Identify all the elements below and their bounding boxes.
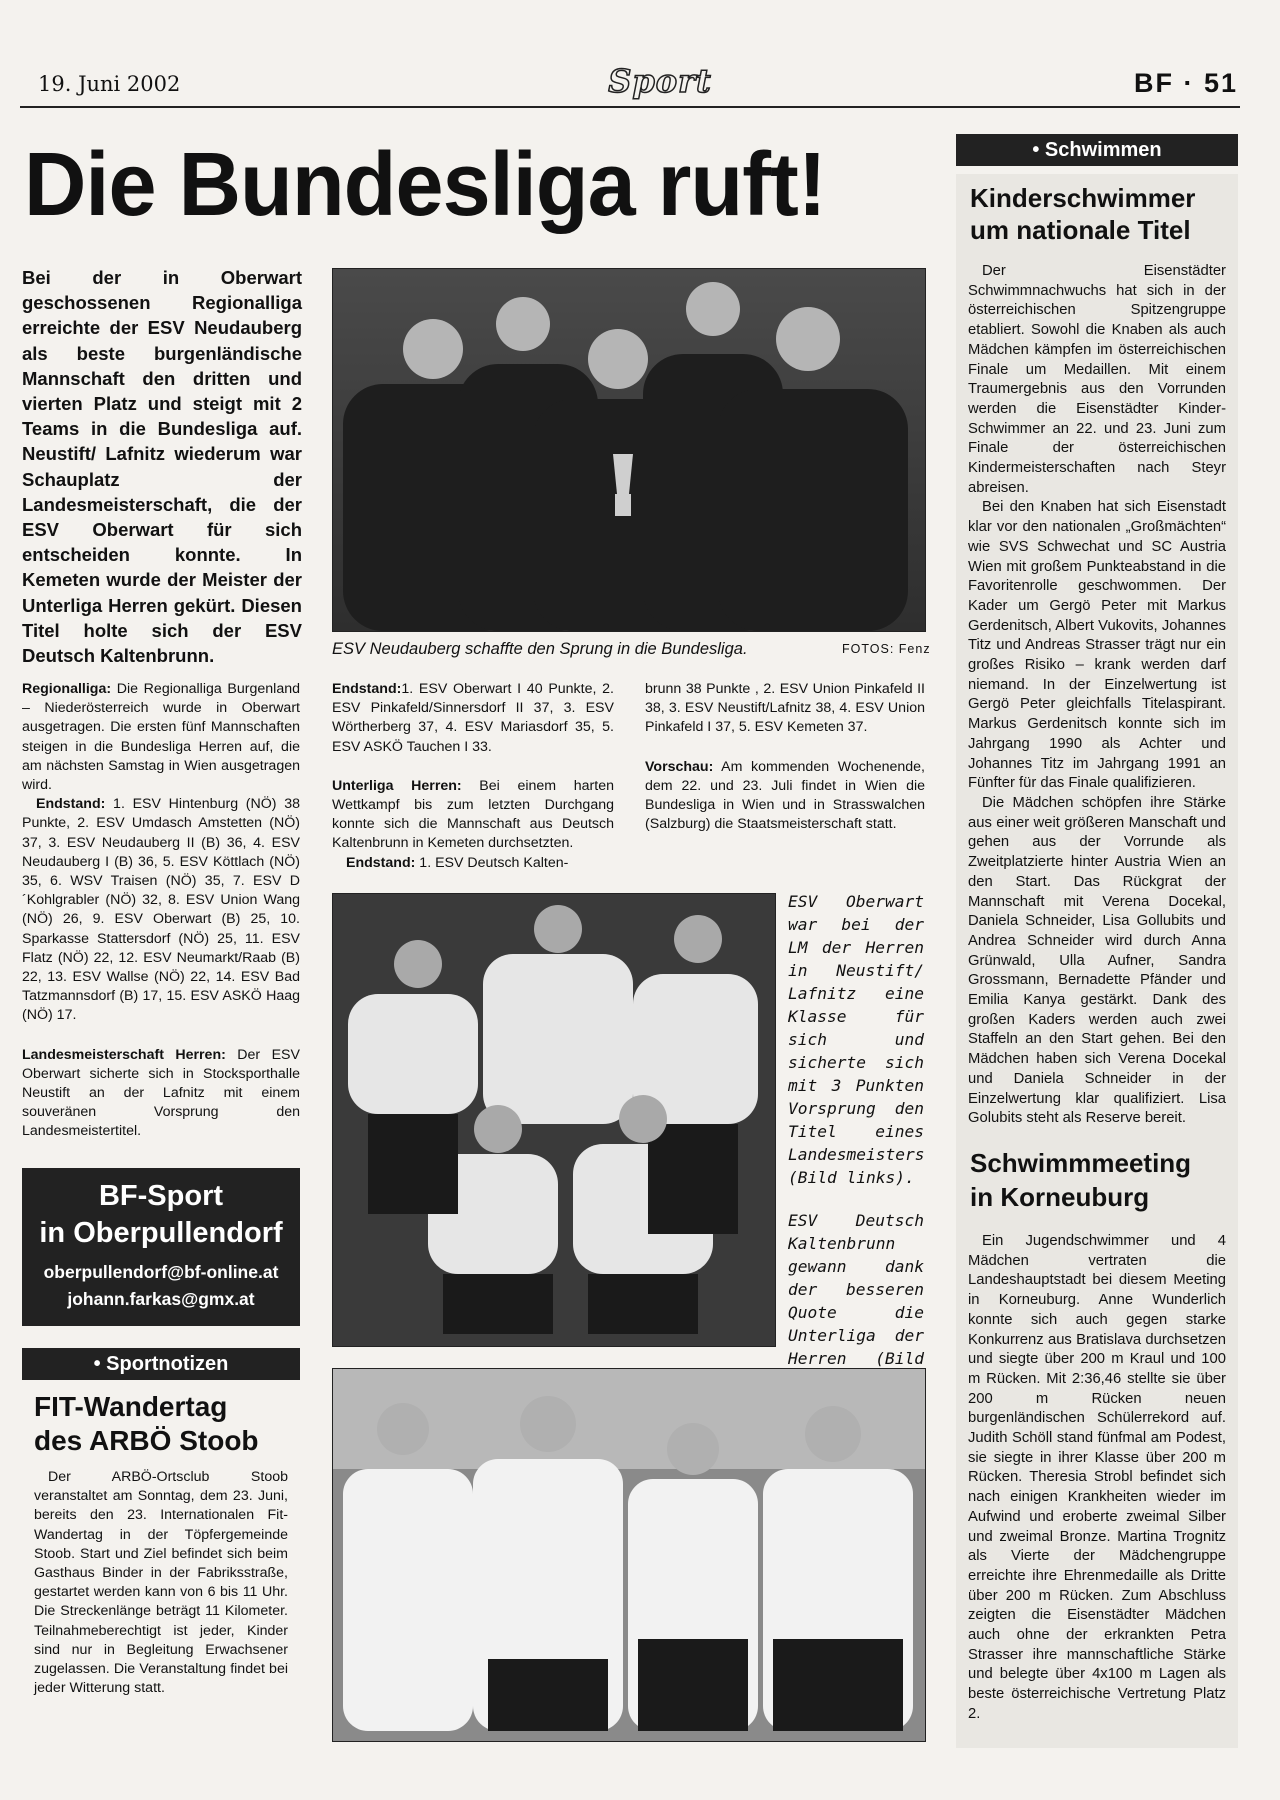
results-column-1 (22, 680, 300, 1142)
sportnotizen-bar: • Sportnotizen (22, 1348, 300, 1380)
meeting-title (970, 1146, 1230, 1214)
schwimmen-text (968, 262, 1226, 1129)
meeting-text: Ein Jugendschwimmer und 4 Mädchen vertraten die Landeshauptstadt bei diesem Meeting in Korneuburg. Anne Wunderlich konnte sich auch gegen starke Konkurrenz aus Bratislava durchsetzen und siegte über 200 m Kraul und 100 m Rücken. Mit 2:36,46 stellte sie über 200 m Rücken neuen burgenländischen Schülerrekord auf. Judith Schöll stand fünfmal am Podest, sie siegte in ihrer Klasse über 200 m Rücken. Theresia Strobl befindet sich nach einigen Krankheiten wieder im Aufwind und eroberte zweimal Silber und zweimal Bronze. Martina Trognitz als Vierte der Mädchengruppe erreichte ihre Ehrenmedaille als Dritte über 200 m Rücken. Zum Abschluss zeigten die Eisenstädter Mädchen auch ohne der erkrankten Petra Strasser ihre mannschaftliche Stärke und belegte über 4x100 m Lagen als beste österreichische Vertretung Platz 2. (968, 1233, 1226, 1722)
results-column-3 (645, 680, 925, 834)
lead-paragraph: Bei der in Oberwart geschossenen Regionalliga erreichte der ESV Neudauberg als beste burgenländische Mannschaft den dritten und vierten Platz und steigt mit 2 Teams in die Bundesliga auf. Neustift/ Lafnitz wiederum war Schauplatz der Landesmeisterschaft, die der ESV Oberwart für sich entscheiden konnte. In Kemeten wurde der Meister der Unterliga Herren gekürt. Diesen Titel holte sich der ESV Deutsch Kaltenbrunn. (22, 267, 302, 667)
label-regionalliga: Regionalliga: (22, 681, 112, 697)
team-photo-kaltenbrunn (332, 1368, 926, 1742)
issue-date: 19. Juni 2002 (38, 72, 181, 96)
text-endstand-unterliga: 1. ESV Deutsch Kalten- (415, 854, 569, 871)
schwimmen-paragraph-3: Die Mädchen schöpfen ihre Stärke aus einer weit größeren Manschaft und gehen aus der Vorrunde als Zweitplatzierte hinter Austria Wien an den Start. Das Rückgrat der Mannschaft mit Verena Docekal, Daniela Schneider, Lisa Gollubits und Andrea Schneider wird durch Anna Grünwald, Ulla Aufner, Sandra Grossmann, Bernadette Pfänder und Emilia Kanya gestärkt. Dank des großen Kaders werden auch zwei Staffeln an den Start gehen. Bei den Mädchen haben sich Verena Docekal und Daniela Schneider in der Einzelwertung klar qualifiziert. Lisa Golubits steht als Reserve bereit. (968, 794, 1226, 1127)
section-title: Sport (608, 62, 712, 100)
schwimmen-bar: • Schwimmen (956, 134, 1238, 166)
schwimmen-title (970, 182, 1230, 246)
sportnotizen-text: Der ARBÖ-Ortsclub Stoob veranstaltet am Sonntag, dem 23. Juni, bereits den 23. Internationalen Fit-Wandertag in der Töpfergemeinde Stoob. Start und Ziel befindet sich beim Gasthaus Binder in der Fabriksstraße, gestartet werden kann von 6 bis 11 Uhr. Die Streckenlänge beträgt 11 Kilometer. Teilnahmeberechtigt ist jeder, Kinder sind nur in Begleitung Erwachsener zugelassen. Die Veranstaltung findet bei jeder Witterung statt. (34, 1469, 288, 1697)
meeting-title-line2: in Korneuburg (970, 1182, 1150, 1212)
team-photo-neudauberg (332, 268, 926, 632)
sportnotizen-title-line2: des ARBÖ Stoob (34, 1425, 259, 1456)
schwimmen-paragraph-2: Bei den Knaben hat sich Eisenstadt klar vor den nationalen „Großmächten“ wie SVS Schwechat und SC Austria Wien mit großem Punkteabstand in die Favoritenrolle geschwommen. Der Kader um Gergö Peter mit Markus Gerdenitsch, Albert Vukovits, Johannes Titz und Andreas Strasser trägt nur ein großes Risiko – krank werden darf niemand. In der Einzelwertung ist Gergö Peter gleichfalls Titelaspirant. Markus Gerdenitsch konnte sich im Jahrgang 1990 als Achter und Johannes Titz im Jahrgang 1991 an Fünfter für das Finale qualifizieren. (968, 499, 1226, 792)
schwimmen-title-line2: um nationale Titel (970, 215, 1191, 245)
text-vorschau: Am kommenden Wochenende, dem 22. und 23. Juli findet in Wien die Bundesliga in Wien und in Strasswalchen (Salzburg) die Staatsmeisterschaft statt. (645, 758, 925, 833)
side-caption-kaltenbrunn: ESV Deutsch Kaltenbrunn gewann dank der besseren Quote die Unterliga der Herren (Bild (788, 1211, 924, 1368)
sportnotizen-title (34, 1390, 304, 1458)
text-regionalliga: Die Regionalliga Burgenland – Niederösterreich wurde in Oberwart ausgetragen. Die ersten fünf Mannschaften steigen in die Bundesliga Herren auf, die am nächsten Samstag in Wien ausgetragen wird. (22, 681, 300, 794)
headline: Die Bundesliga ruft! (24, 135, 826, 235)
label-endstand: Endstand: (36, 796, 106, 813)
label-endstand-lm: Endstand: (332, 681, 402, 697)
text-unterliga: Bei einem harten Wettkampf bis zum letzten Durchgang konnte sich die Mannschaft aus Deutsch Kaltenbrunn in Kemeten durchsetzten. (332, 777, 615, 852)
sportnotizen-title-line1: FIT-Wandertag (34, 1391, 228, 1422)
text-endstand-lm: 1. ESV Oberwart I 40 Punkte, 2. ESV Pinkafeld/Sinnersdorf II 37, 3. ESV Wörtherberg 37, 4. ESV Mariasdorf 35, 5. ESV ASKÖ Tauchen I 33. (332, 681, 614, 755)
photo-caption: ESV Neudauberg schaffte den Sprung in die Bundesliga. (332, 640, 748, 658)
contact-subtitle: in Oberpullendorf (39, 1217, 283, 1249)
contact-email-2[interactable]: johann.farkas@gmx.at (67, 1289, 255, 1309)
label-unterliga: Unterliga Herren: (332, 777, 462, 794)
team-photo-oberwart-image (333, 894, 775, 1346)
team-photo-neudauberg-image (333, 269, 925, 631)
label-landesmeisterschaft: Landesmeisterschaft Herren: (22, 1046, 226, 1063)
schwimmen-title-line1: Kinderschwimmer (970, 183, 1196, 213)
team-photo-oberwart (332, 893, 776, 1347)
label-endstand-unterliga: Endstand: (346, 854, 416, 871)
header-rule (20, 106, 1240, 108)
text-landesmeisterschaft: Der ESV Oberwart sicherte sich in Stocksporthalle Neustift an der Lafnitz mit einem souveränen Vorsprung den Landesmeistertitel. (22, 1046, 300, 1140)
page-number: BF · 51 (1133, 68, 1238, 98)
contact-title: BF-Sport (98, 1180, 224, 1212)
label-vorschau: Vorschau: (645, 758, 714, 775)
results-column-2 (332, 680, 614, 873)
schwimmen-paragraph-1: Der Eisenstädter Schwimmnachwuchs hat sich in der österreichischen Spitzengruppe etabliert. Sowohl die Knaben als auch Mädchen kämpfen im österreichischen Finale um Medaillen. Mit einem Traumergebnis aus den Vorrunden werden die Eisenstädter Kinder-Schwimmer an 22. und 23. Juni zum Finale der österreichischen Kindermeisterschaften nach Steyr abreisen. (968, 263, 1226, 496)
side-caption-oberwart: ESV Oberwart war bei der LM der Herren in Neustift/ Lafnitz eine Klasse für sich und sicherte sich mit 3 Punkten Vorsprung den Titel eines Landesmeisters (Bild links). (788, 892, 925, 1187)
text-endstand-regionalliga: 1. ESV Hintenburg (NÖ) 38 Punkte, 2. ESV Umdasch Amstetten (NÖ) 37, 3. ESV Neudauberg II (B) 36, 4. ESV Neudauberg I (B) 36, 5. ESV Köttlach (NÖ) 35, 6. WSV Traisen (NÖ) 35, 7. ESV D´Kohlgrabler (NÖ) 32, 8. ESV Union Wang (NÖ) 26, 9. ESV Oberwart (B) 25, 10. Sparkasse Stattersdorf (NÖ) 25, 11. ESV Flatz (NÖ) 22, 12. ESV Neumarkt/Raab (B) 22, 13. ESV Wallse (NÖ) 22, 14. ESV Bad Tatzmannsdorf (B) 17, 15. ESV ASKÖ Haag (NÖ) 17. (22, 796, 300, 1024)
team-photo-kaltenbrunn-image (333, 1369, 925, 1741)
text-endstand-unterliga-cont: brunn 38 Punkte , 2. ESV Union Pinkafeld II 38, 3. ESV Neustift/Lafnitz 38, 4. ESV Union Pinkafeld I 37, 5. ESV Kemeten 37. (645, 681, 925, 736)
contact-box (22, 1168, 300, 1326)
side-caption (788, 890, 924, 1393)
photo-credit: FOTOS: Fenz (842, 642, 931, 656)
contact-email-1[interactable]: oberpullendorf@bf-online.at (43, 1262, 279, 1282)
meeting-title-line1: Schwimmmeeting (970, 1148, 1192, 1178)
